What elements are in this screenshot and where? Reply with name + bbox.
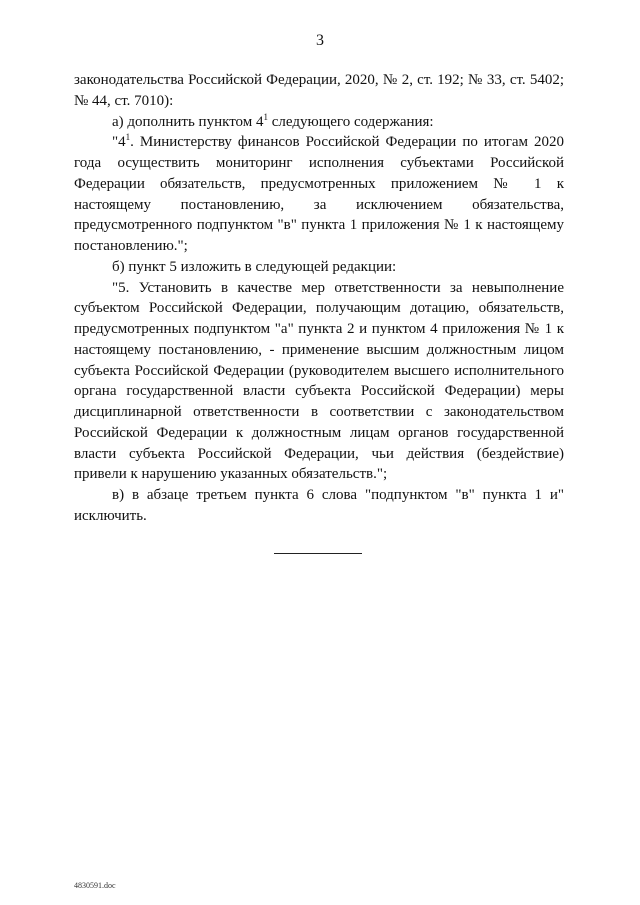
paragraph-point-4-1: [74, 132, 564, 257]
superscript: 1: [263, 111, 269, 122]
paragraph-continuation: законодательства Российской Федерации, 2020, № 2, ст. 192; № 33, ст. 5402; № 44, ст. 7010):: [74, 72, 564, 109]
paragraph-item-a: [74, 112, 564, 133]
page-number: 3: [316, 32, 324, 49]
paragraph-point-5: "5. Установить в качестве мер ответственности за невыполнение субъектом Российской Федерации, получающим дотацию, обязательств, предусмотренных подпунктом "а" пункта 2 и пунктом 4 приложения № 1 к настоящему постановлению, - применение высшим должностным лицом субъекта Российской Федерации (руководителем высшего исполнительного органа государственной власти субъекта Российской Федерации) меры дисциплинарной ответственности в соответствии с законодательством Российской Федерации к должностным лицам органов государственной власти субъекта Российской Федерации, чьи действия (бездействие) привели к нарушению указанных обязательств.";: [74, 279, 564, 483]
paragraph-point-4-1-start: "4: [112, 134, 126, 151]
paragraph-item-v: в) в абзаце третьем пункта 6 слова "подпунктом "в" пункта 1 и" исключить.: [74, 487, 564, 524]
paragraph-item-b: б) пункт 5 изложить в следующей редакции:: [112, 258, 397, 275]
divider-line: [274, 553, 362, 554]
paragraph-item-a-text: а) дополнить пунктом 4: [112, 113, 264, 130]
document-body: [74, 70, 564, 527]
paragraph-item-a-text-end: следующего содержания:: [268, 113, 434, 130]
document-file-code: 4830591.doc: [74, 881, 116, 890]
superscript: 1: [125, 132, 131, 143]
paragraph-point-4-1-text: . Министерству финансов Российской Федерации по итогам 2020 года осуществить мониторинг исполнения субъектами Российской Федерации обязательств, предусмотренных приложением № 1 к настоящему постановлению, за исключением обязательства, предусмотренного подпунктом "в" пункта 1 приложения № 1 к настоящему постановлению.";: [74, 134, 564, 254]
